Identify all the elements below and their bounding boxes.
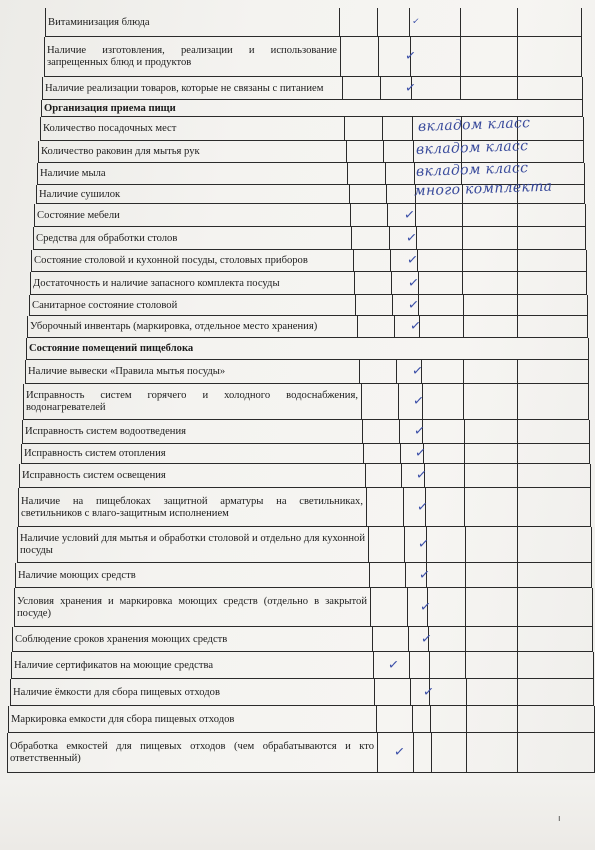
table-row [0, 295, 595, 316]
row-label: Наличие условий для мытья и обработки столовой и отдельно для кухонной посуды [20, 533, 365, 556]
row-label: Исправность систем отопления [24, 448, 166, 459]
check-mark-icon: ✓ [418, 567, 431, 584]
check-mark-icon: ✓ [403, 207, 416, 224]
check-mark-icon: ✓ [393, 744, 406, 761]
row-label: Обработка емкостей для пищевых отходов (чем обрабатываются и кто ответственный) [10, 741, 374, 764]
section-title: Организация приема пищи [44, 102, 176, 114]
table-row [0, 178, 595, 204]
table-row [0, 588, 595, 627]
row-label: Наличие мыла [40, 168, 106, 179]
check-mark-icon: ✓ [416, 499, 429, 516]
stray-mark: ı [558, 814, 561, 824]
row-label: Санитарное состояние столовой [32, 299, 178, 311]
row-label: Достаточность и наличие запасного комплекта посуды [33, 277, 280, 289]
table-row [0, 37, 595, 77]
table-row [0, 272, 595, 295]
section-header-row [0, 100, 595, 117]
check-mark-icon: ✓ [407, 297, 420, 314]
row-divider [7, 772, 595, 773]
check-mark-icon: ✓ [404, 48, 417, 65]
table-row [0, 250, 595, 272]
check-mark-icon: ✓ [413, 423, 426, 440]
row-label: Количество посадочных мест [43, 123, 177, 134]
check-mark-icon: ✓ [387, 657, 400, 674]
row-label: Наличие ёмкости для сбора пищевых отходов [13, 686, 220, 698]
section-header-row [0, 338, 595, 360]
row-label: Наличие реализации товаров, которые не связаны с питанием [45, 82, 324, 94]
table-row [0, 733, 595, 773]
row-label: Состояние мебели [37, 209, 120, 221]
table-row [0, 138, 595, 163]
row-label: Наличие сушилок [39, 188, 121, 200]
check-mark-icon: ✓ [406, 252, 419, 269]
row-label: Наличие моющих средств [18, 569, 136, 581]
row-label: Маркировка емкости для сбора пищевых отходов [11, 713, 235, 725]
table-row [0, 706, 595, 733]
table-row [0, 563, 595, 588]
check-mark-icon: ✓ [411, 363, 424, 380]
row-label: Наличие изготовления, реализации и использование запрещенных блюд и продуктов [47, 45, 337, 68]
check-mark-icon: ✓ [415, 467, 428, 484]
table-row [0, 464, 595, 488]
row-label: Витаминизация блюда [48, 16, 150, 28]
check-mark-icon: ✓ [420, 631, 433, 648]
row-label: Исправность систем водоотведения [25, 426, 187, 437]
check-mark-icon: ✓ [417, 536, 430, 553]
table-row [0, 488, 595, 527]
row-label: Условия хранения и маркировка моющих средств (отдельно в закрытой посуде) [17, 595, 367, 619]
row-label: Наличие сертификатов на моющие средства [14, 659, 214, 671]
table-row [0, 527, 595, 563]
table-row [0, 679, 595, 706]
table-row [0, 444, 595, 464]
check-mark-icon: ✓ [411, 16, 421, 28]
table-row [0, 8, 595, 37]
table-row [0, 117, 595, 141]
row-label: Наличие на пищеблоках защитной арматуры на светильниках, светильников с влаго-защитным исполнением [21, 495, 363, 519]
table-row [0, 360, 595, 384]
check-mark-icon: ✓ [414, 445, 427, 462]
handwritten-note: вкладом класс [417, 115, 531, 135]
table-row [0, 204, 595, 227]
check-mark-icon: ✓ [422, 684, 435, 701]
table-row [0, 227, 595, 250]
check-mark-icon: ✓ [404, 80, 417, 97]
table-row [0, 420, 595, 444]
row-label: Уборочный инвентарь (маркировка, отдельное место хранения) [30, 321, 318, 332]
table-row [0, 652, 595, 679]
handwritten-note: много комплекта [413, 178, 553, 200]
row-label: Средства для обработки столов [36, 232, 178, 244]
row-label: Состояние столовой и кухонной посуды, столовых приборов [34, 255, 308, 266]
table-row [0, 316, 595, 338]
row-label: Соблюдение сроков хранения моющих средств [15, 633, 228, 645]
check-mark-icon: ✓ [419, 599, 432, 616]
handwritten-note: вкладом класс [415, 138, 529, 158]
row-label: Исправность систем освещения [22, 470, 166, 481]
check-mark-icon: ✓ [409, 318, 422, 335]
check-mark-icon: ✓ [407, 275, 420, 292]
section-title: Состояние помещений пищеблока [29, 343, 194, 354]
row-label: Наличие вывески «Правила мытья посуды» [28, 366, 226, 377]
row-label: Исправность систем горячего и холодного водоснабжения, водонагревателей [26, 390, 358, 413]
row-label: Количество раковин для мытья рук [41, 146, 200, 157]
check-mark-icon: ✓ [405, 230, 418, 247]
check-mark-icon: ✓ [412, 393, 425, 410]
table-row [0, 627, 595, 652]
page-bottom-margin [0, 780, 595, 850]
handwritten-note: вкладом класс [415, 160, 529, 180]
table-row [0, 77, 595, 100]
table-row [0, 384, 595, 420]
